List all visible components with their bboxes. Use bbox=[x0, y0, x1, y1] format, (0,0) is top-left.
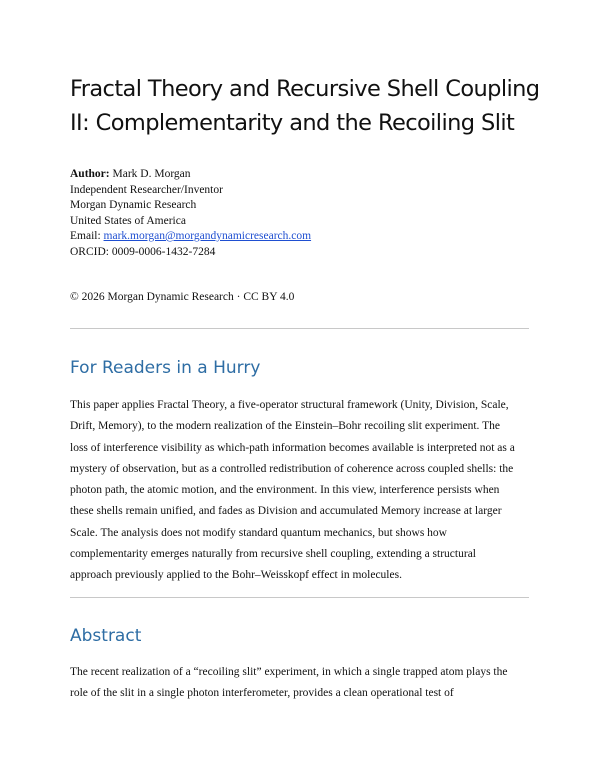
author-label: Author: bbox=[70, 168, 110, 180]
paragraph-line: loss of interference visibility as which-path information becomes available is interpreted not as a bbox=[70, 441, 515, 454]
orcid-line: ORCID: 0009-0006-1432-7284 bbox=[70, 245, 216, 258]
paragraph-line: The recent realization of a “recoiling slit” experiment, in which a single trapped atom plays the bbox=[70, 666, 508, 678]
author-block bbox=[70, 167, 311, 260]
paragraph-line: Scale. The analysis does not modify standard quantum mechanics, but shows how bbox=[70, 526, 447, 539]
hurry-heading: For Readers in a Hurry bbox=[70, 358, 261, 378]
paragraph-line: This paper applies Fractal Theory, a five-operator structural framework (Unity, Division, Scale, bbox=[70, 399, 509, 411]
paragraph-line: these shells remain unified, and fades as Division and accumulated Memory increase at larger bbox=[70, 505, 502, 518]
author-line bbox=[70, 167, 311, 183]
author-role: Independent Researcher/Inventor bbox=[70, 183, 223, 196]
abstract-paragraph bbox=[70, 662, 532, 705]
paragraph-line: role of the slit in a single photon interferometer, provides a clean operational test of bbox=[70, 687, 454, 700]
author-country: United States of America bbox=[70, 214, 186, 227]
section-divider bbox=[70, 328, 529, 329]
hurry-paragraph bbox=[70, 395, 532, 587]
paper-title bbox=[70, 72, 550, 140]
paragraph-line: mystery of observation, but as a controlled redistribution of coherence across coupled shells: the bbox=[70, 462, 514, 475]
email-link[interactable]: mark.morgan@morgandynamicresearch.com bbox=[103, 230, 312, 242]
email-label: Email: bbox=[70, 230, 104, 242]
author-name: Mark D. Morgan bbox=[112, 168, 191, 180]
paragraph-line: complementarity emerges naturally from recursive shell coupling, extending a structural bbox=[70, 548, 476, 561]
author-org: Morgan Dynamic Research bbox=[70, 199, 197, 211]
paragraph-line: photon path, the atomic motion, and the environment. In this view, interference persists when bbox=[70, 484, 500, 497]
title-line-2: II: Complementarity and the Recoiling Slit bbox=[70, 110, 515, 136]
copyright-notice: © 2026 Morgan Dynamic Research · CC BY 4.0 bbox=[70, 291, 295, 303]
email-line bbox=[70, 229, 311, 245]
abstract-heading: Abstract bbox=[70, 626, 142, 646]
title-line-1: Fractal Theory and Recursive Shell Coupling bbox=[70, 76, 540, 102]
paragraph-line: approach previously applied to the Bohr–Weisskopf effect in molecules. bbox=[70, 569, 402, 582]
section-divider bbox=[70, 597, 529, 598]
paragraph-line: Drift, Memory), to the modern realization of the Einstein–Bohr recoiling slit experiment. The bbox=[70, 420, 500, 433]
